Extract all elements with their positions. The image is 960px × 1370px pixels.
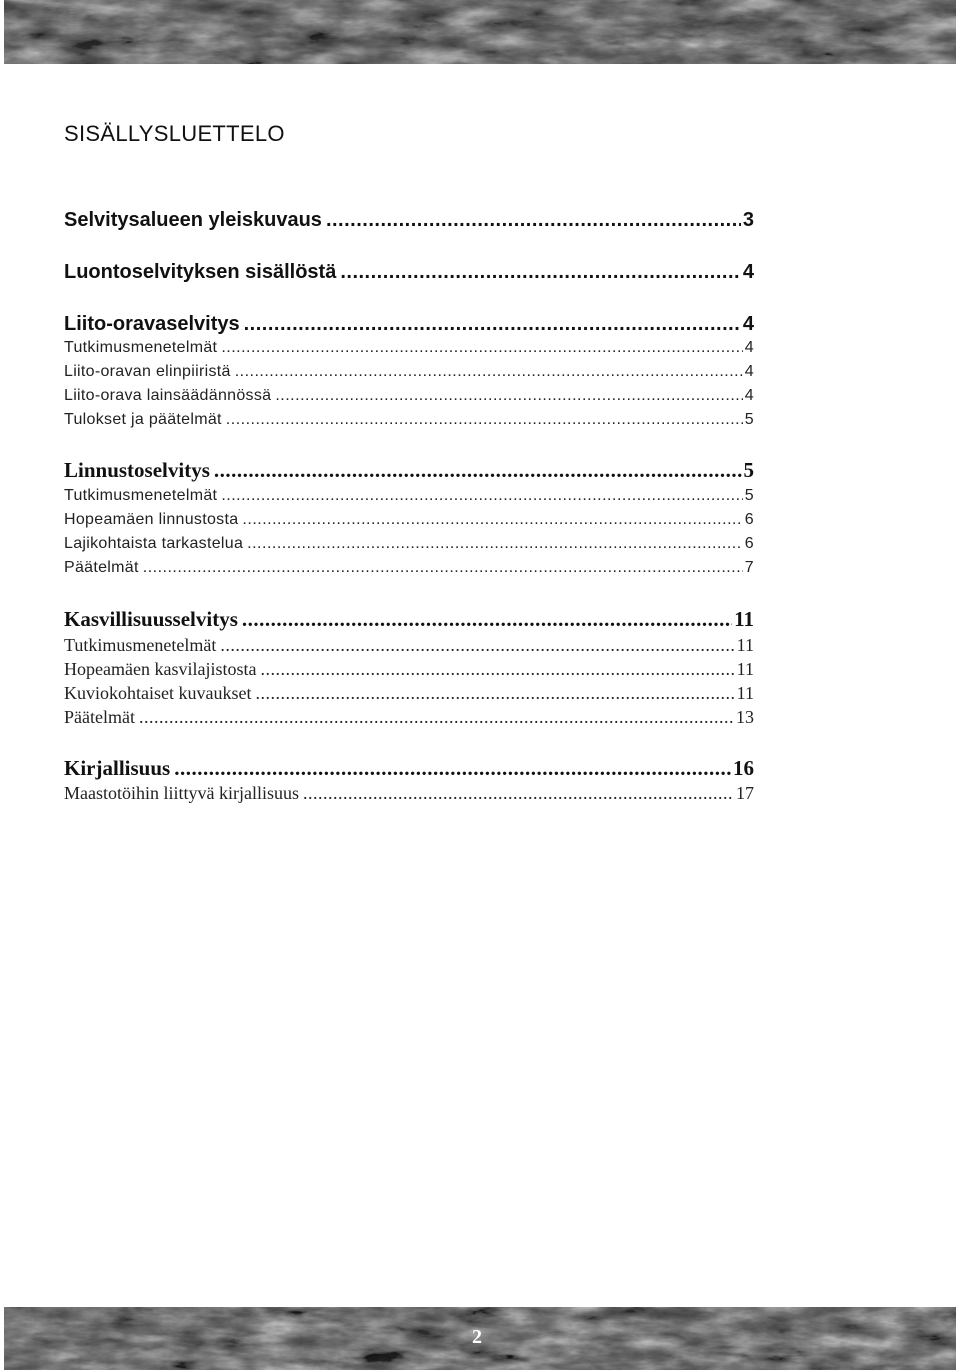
toc-item-page: 11 — [736, 683, 754, 703]
toc-item-page: 13 — [736, 707, 754, 727]
toc-section-title: Luontoselvityksen sisällöstä — [64, 261, 337, 283]
toc-item[interactable] — [64, 409, 754, 431]
leader-dots — [242, 509, 742, 531]
toc-item[interactable] — [64, 337, 754, 359]
toc-item-page: 5 — [744, 411, 754, 428]
toc-item[interactable] — [64, 782, 754, 804]
toc-item[interactable] — [64, 385, 754, 407]
leader-dots — [326, 207, 741, 233]
toc-section[interactable] — [64, 755, 754, 781]
toc-item-page: 6 — [744, 511, 754, 528]
toc-item-title: Liito-orava lainsäädännössä — [64, 387, 272, 404]
toc-item[interactable] — [64, 658, 754, 680]
toc-section-page: 4 — [742, 313, 754, 335]
leader-dots — [221, 485, 742, 507]
leader-dots — [275, 385, 742, 407]
toc-section-title: Liito-oravaselvitys — [64, 313, 240, 335]
toc-item[interactable] — [64, 509, 754, 531]
toc-item-page: 6 — [744, 535, 754, 552]
toc-section-title: Kasvillisuusselvitys — [64, 607, 238, 631]
toc-item[interactable] — [64, 361, 754, 383]
leader-dots — [242, 606, 732, 632]
toc-item[interactable] — [64, 682, 754, 704]
toc-item-page: 4 — [744, 339, 754, 356]
toc-item-title: Tulokset ja päätelmät — [64, 411, 222, 428]
toc-section[interactable] — [64, 259, 754, 285]
leader-dots — [260, 658, 734, 680]
toc-item-page: 17 — [736, 783, 754, 803]
toc-section-page: 16 — [733, 756, 754, 780]
toc-item-title: Hopeamäen kasvilajistosta — [64, 659, 257, 679]
toc-item-title: Liito-oravan elinpiiristä — [64, 363, 231, 380]
toc-section[interactable] — [64, 207, 754, 233]
toc-section-title: Selvitysalueen yleiskuvaus — [64, 209, 322, 231]
toc-item[interactable] — [64, 634, 754, 656]
toc-item-title: Päätelmät — [64, 707, 135, 727]
toc-item-title: Lajikohtaista tarkastelua — [64, 535, 244, 552]
toc-item-title: Maastotöihin liittyvä kirjallisuus — [64, 783, 299, 803]
toc-section-page: 11 — [734, 607, 754, 631]
toc-section[interactable] — [64, 311, 754, 337]
toc-section-page: 4 — [742, 261, 754, 283]
leader-dots — [139, 706, 734, 728]
leader-dots — [214, 457, 742, 483]
leader-dots — [303, 782, 734, 804]
stone-texture-image — [4, 0, 956, 64]
toc-title: SISÄLLYSLUETTELO — [64, 121, 285, 146]
toc-item[interactable] — [64, 557, 754, 579]
toc-section[interactable] — [64, 606, 754, 632]
page-number: 2 — [472, 1326, 482, 1348]
toc-section-title: Linnustoselvitys — [64, 458, 210, 482]
toc-item-title: Hopeamäen linnustosta — [64, 511, 239, 528]
toc-item[interactable] — [64, 533, 754, 555]
toc-item-page: 4 — [744, 387, 754, 404]
header-stone-texture — [4, 0, 956, 64]
toc-item-title: Kuviokohtaiset kuvaukset — [64, 683, 252, 703]
leader-dots — [235, 361, 743, 383]
leader-dots — [143, 557, 743, 579]
leader-dots — [340, 259, 741, 285]
toc-item-page: 7 — [744, 559, 754, 576]
toc-section[interactable] — [64, 457, 754, 483]
leader-dots — [220, 634, 734, 656]
toc-item-title: Tutkimusmenetelmät — [64, 635, 217, 655]
leader-dots — [244, 311, 741, 337]
toc-section-title: Kirjallisuus — [64, 756, 171, 780]
toc-item-page: 11 — [736, 659, 754, 679]
leader-dots — [221, 337, 742, 359]
toc-item-title: Päätelmät — [64, 559, 139, 576]
leader-dots — [226, 409, 743, 431]
leader-dots — [174, 755, 731, 781]
toc-item-page: 4 — [744, 363, 754, 380]
leader-dots — [255, 682, 734, 704]
toc-item-page: 5 — [744, 487, 754, 504]
leader-dots — [247, 533, 743, 555]
toc-section-page: 5 — [743, 458, 754, 482]
toc-item-title: Tutkimusmenetelmät — [64, 487, 218, 504]
toc-item[interactable] — [64, 485, 754, 507]
toc-section-page: 3 — [742, 209, 754, 231]
toc-item-page: 11 — [736, 635, 754, 655]
toc-item[interactable] — [64, 706, 754, 728]
toc-item-title: Tutkimusmenetelmät — [64, 339, 218, 356]
